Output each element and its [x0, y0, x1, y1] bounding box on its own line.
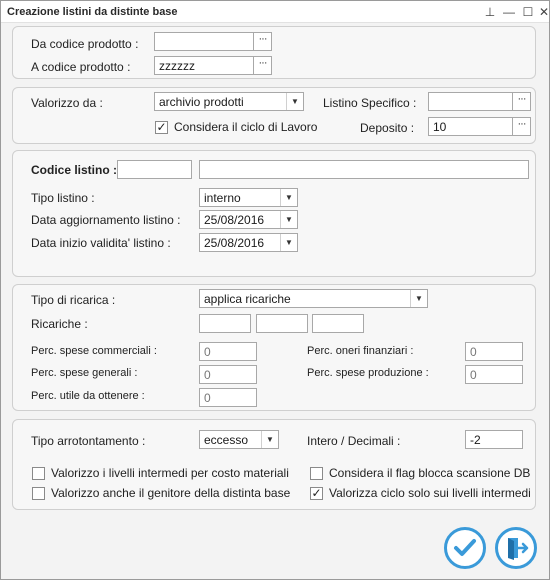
- perc-oneri-finanziari-label: Perc. oneri finanziari :: [307, 345, 414, 357]
- tipo-listino-select-value: interno: [204, 191, 241, 205]
- chevron-down-icon: ▼: [286, 93, 303, 110]
- data-aggiornamento-label: Data aggiornamento listino :: [31, 213, 181, 227]
- arrotondamento-panel: [12, 419, 536, 510]
- chevron-down-icon: ▼: [280, 234, 297, 251]
- listino-panel: [12, 150, 536, 277]
- descrizione-listino-input[interactable]: [199, 160, 529, 179]
- intero-decimali-input[interactable]: -2: [465, 430, 523, 449]
- tipo-listino-label: Tipo listino :: [31, 191, 95, 205]
- deposito-input[interactable]: 10: [428, 117, 513, 136]
- ciclo-lavoro-label: Considera il ciclo di Lavoro: [174, 120, 318, 134]
- confirm-button[interactable]: [444, 527, 486, 569]
- perc-oneri-finanziari-input[interactable]: 0: [465, 342, 523, 361]
- minimize-icon: —: [503, 5, 515, 19]
- ciclo-livelli-label: Valorizza ciclo solo sui livelli intermedi: [329, 486, 531, 500]
- close-icon: ✕: [538, 5, 550, 19]
- check-icon: ✓: [156, 120, 167, 134]
- perc-spese-generali-input[interactable]: 0: [199, 365, 257, 384]
- perc-spese-generali-label: Perc. spese generali :: [31, 367, 138, 379]
- codice-listino-label: Codice listino :: [31, 163, 118, 177]
- listino-specifico-label: Listino Specifico :: [323, 96, 417, 110]
- chevron-down-icon: ▼: [261, 431, 278, 448]
- exit-door-icon: [503, 535, 529, 561]
- ciclo-livelli-checkbox[interactable]: [310, 487, 323, 500]
- livelli-intermedi-checkbox[interactable]: [32, 467, 45, 480]
- listino-specifico-input[interactable]: [428, 92, 513, 111]
- tipo-arrotondamento-select[interactable]: [199, 430, 279, 449]
- close-button[interactable]: [532, 1, 550, 23]
- ricarica-2-input[interactable]: [256, 314, 308, 333]
- ricarica-3-input[interactable]: [312, 314, 364, 333]
- valorizzo-label: Valorizzo da :: [31, 96, 103, 110]
- deposito-browse-button[interactable]: ···: [512, 117, 531, 136]
- valorizzo-select-value: archivio prodotti: [159, 95, 244, 109]
- intero-decimali-label: Intero / Decimali :: [307, 434, 401, 448]
- window-title: Creazione listini da distinte base: [7, 6, 178, 18]
- da-codice-label: Da codice prodotto :: [31, 37, 139, 51]
- ciclo-lavoro-checkbox[interactable]: [155, 121, 168, 134]
- ricariche-label: Ricariche :: [31, 317, 88, 331]
- perc-spese-produzione-input[interactable]: 0: [465, 365, 523, 384]
- exit-button[interactable]: [495, 527, 537, 569]
- perc-spese-produzione-label: Perc. spese produzione :: [307, 367, 429, 379]
- maximize-icon: ☐: [522, 5, 534, 19]
- title-bar: [1, 1, 549, 23]
- chevron-down-icon: ▼: [280, 211, 297, 228]
- checkmark-icon: [452, 535, 478, 561]
- data-inizio-value: 25/08/2016: [204, 236, 265, 250]
- a-codice-label: A codice prodotto :: [31, 60, 131, 74]
- perc-utile-input[interactable]: 0: [199, 388, 257, 407]
- ricarica-1-input[interactable]: [199, 314, 251, 333]
- product-range-panel: [12, 26, 536, 79]
- da-codice-input[interactable]: [154, 32, 254, 51]
- perc-spese-commerciali-label: Perc. spese commerciali :: [31, 345, 157, 357]
- ricarica-panel: [12, 284, 536, 411]
- valorizzazione-panel: [12, 87, 536, 144]
- valorizzo-select[interactable]: [154, 92, 304, 111]
- genitore-checkbox[interactable]: [32, 487, 45, 500]
- check-icon: ✓: [311, 486, 322, 500]
- a-codice-browse-button[interactable]: ···: [253, 56, 272, 75]
- livelli-intermedi-label: Valorizzo i livelli intermedi per costo materiali: [51, 466, 289, 480]
- a-codice-input[interactable]: zzzzzz: [154, 56, 254, 75]
- chevron-down-icon: ▼: [410, 290, 427, 307]
- flag-blocca-checkbox[interactable]: [310, 467, 323, 480]
- da-codice-browse-button[interactable]: ···: [253, 32, 272, 51]
- tipo-ricarica-select-value: applica ricariche: [204, 292, 291, 306]
- perc-utile-label: Perc. utile da ottenere :: [31, 390, 145, 402]
- deposito-label: Deposito :: [360, 121, 415, 135]
- listino-specifico-browse-button[interactable]: ···: [512, 92, 531, 111]
- data-aggiornamento-picker[interactable]: [199, 210, 298, 229]
- data-inizio-picker[interactable]: [199, 233, 298, 252]
- data-inizio-label: Data inizio validita' listino :: [31, 236, 171, 250]
- tipo-arrotondamento-select-value: eccesso: [204, 433, 249, 447]
- tipo-ricarica-select[interactable]: [199, 289, 428, 308]
- chevron-down-icon: ▼: [280, 189, 297, 206]
- tipo-ricarica-label: Tipo di ricarica :: [31, 293, 116, 307]
- codice-listino-input[interactable]: [117, 160, 192, 179]
- perc-spese-commerciali-input[interactable]: 0: [199, 342, 257, 361]
- tipo-arrotondamento-label: Tipo arrotontamento :: [31, 434, 146, 448]
- data-aggiornamento-value: 25/08/2016: [204, 213, 265, 227]
- flag-blocca-label: Considera il flag blocca scansione DB: [329, 466, 531, 480]
- genitore-label: Valorizzo anche il genitore della distinta base: [51, 486, 291, 500]
- pin-icon: ⊥: [484, 5, 496, 19]
- tipo-listino-select[interactable]: [199, 188, 298, 207]
